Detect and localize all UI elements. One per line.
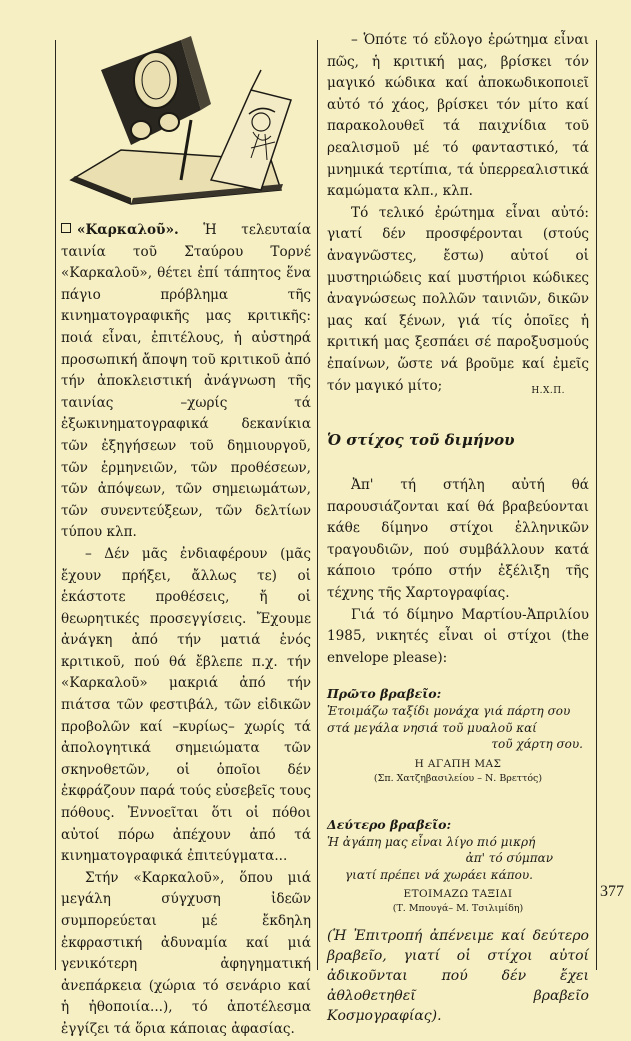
column-rule-left bbox=[55, 40, 56, 970]
song-title: ΕΤΟΙΜΑΖΩ ΤΑΞΙΔΙ bbox=[403, 888, 513, 901]
verse-line: στά μεγάλα νησιά τοῦ μυαλοῦ καί bbox=[327, 720, 537, 735]
song-title: Η ΑΓΑΠΗ ΜΑΣ bbox=[414, 757, 502, 770]
column-rule-right bbox=[596, 40, 597, 970]
body-paragraph: – Ὁπότε τό εὔλογο ἐρώτημα εἶναι πῶς, ἡ κριτική μας, βρίσκει τόν μαγικό κώδικα καί ἀποκωδικοποιεῖ αὐτό τό χάος, βρίσκει τόν μίτο καί παρακολουθεῖ τά παιχνίδια τοῦ ρεαλισμοῦ μέ τό φανταστικό, τά μνημικά τερτίπια, τά ὑπερρεαλιστικά καμώματα κλπ., κλπ. bbox=[327, 32, 589, 200]
intro-title: «Καρκαλοῦ». bbox=[77, 222, 179, 238]
prize-label: Πρῶτο βραβεῖο: bbox=[327, 686, 442, 702]
section-heading: Ὁ στίχος τοῦ διμήνου bbox=[327, 431, 515, 450]
song-credits: (Τ. Μπουγά– Μ. Τσιλιμίδη) bbox=[392, 903, 524, 915]
committee-footnote: (Ἡ Ἐπιτροπή ἀπένειμε καί δεύτερο βραβεῖο, γιατί οἱ στίχοι αὐτοί ἀδικοῦνται πού δέν ἔχει ἀθλοθετηθεῖ βραβεῖο Κοσμογραφίας). bbox=[327, 928, 589, 1025]
left-column bbox=[61, 30, 311, 1041]
stereoscope-illustration bbox=[61, 30, 311, 206]
page-number: 377 bbox=[600, 883, 624, 900]
verse-line: ἀπ' τό σύμπαν bbox=[465, 851, 553, 866]
section-paragraph: Γιά τό δίμηνο Μαρτίου-Ἀπριλίου 1985, νικητές εἶναι οἱ στίχοι (the envelope please): bbox=[327, 606, 589, 666]
verse-line: Ἡ ἀγάπη μας εἶναι λίγο πιό μικρή bbox=[327, 834, 536, 849]
verse-line: τοῦ χάρτη σου. bbox=[491, 737, 583, 752]
verse-line: γιατί πρέπει νά χωράει κάπου. bbox=[345, 867, 533, 882]
intro-text: Ἡ τελευταία ταινία τοῦ Σταύρου Τορνέ «Καρκαλοῦ», θέτει ἐπί τάπητος ἕνα πάγιο πρόβλημα τῆς κινηματογραφικῆς μας κριτικῆς: ποιά εἶναι, ἐπιτέλους, ἡ αὐστηρά προσωπική ἄποψη τοῦ κριτικοῦ ἀπό τήν ἀποκλειστική ἀνάγνωση τῆς ταινίας –χωρίς τά ἐξωκινηματογραφικά δεκανίκια τῶν ἐξηγήσεων τοῦ δημιουργοῦ, τῶν ἑρμηνειῶν, τῶν προθέσεων, τῶν ἀπόψεων, τῶν σημειωμάτων, τῶν συνεντεύξεων, τῶν δελτίων τύπου κλπ. bbox=[61, 222, 311, 541]
song-credits: (Σπ. Χατζηβασιλείου – Ν. Βρεττός) bbox=[373, 772, 543, 784]
body-paragraph: – Δέν μᾶς ἐνδιαφέρουν (μᾶς ἔχουν πρήξει, ἄλλως τε) οἱ ἑκάστοτε προθέσεις, ἤ οἱ θεωρητικές προσεγγίσεις. Ἔχουμε ἀνάγκη ἀπό τήν ματιά ἑνός κριτικοῦ, πού θά ἔβλεπε π.χ. τήν «Καρκαλοῦ» μακριά ἀπό τήν πιάτσα τῶν φεστιβάλ, τῶν εἰδικῶν προβολῶν καί –κυρίως– χωρίς τά ἀπολογητικά σημειώματα τῶν σκηνοθετῶν, οἱ ὁποῖοι δέν ἐκφράζουν παρά τούς εὐσεβεῖς τους πόθους. Ἐννοεῖται ὅτι οἱ πόθοι αὐτοί πόρω ἀπέχουν ἀπό τά κινηματογραφικά ἐπιτεύγματα... bbox=[61, 545, 311, 865]
body-paragraph: Στήν «Καρκαλοῦ», ὅπου μιά μεγάλη σύγχυση ἰδεῶν συμπορεύεται μέ ἔκδηλη ἐκφραστική ἀδυναμία καί μιά γενικότερη ἀφηγηματική ἀνεπάρκεια (χώρια τό σενάριο καί ἡ ἠθοποιία...), τό ἀποτέλεσμα ἐγγίζει τά ὅρια κάποιας ἀφασίας. bbox=[61, 869, 311, 1037]
intro-paragraph bbox=[61, 220, 311, 544]
column-rule-middle bbox=[317, 40, 318, 970]
bullet-square-icon bbox=[61, 223, 71, 233]
body-paragraph: Τό τελικό ἐρώτημα εἶναι αὐτό: γιατί δέν προσφέρονται (στούς ἀναγνῶστες, ἔστω) αὐτοί οἱ μυστηριώδεις καί μυστήριοι κώδικες ἀναγνώσεως πολλῶν ταινιῶν, δικῶν μας καί ξένων, γιά τίς ὁποῖες ἡ κριτική μας ξεσπάει σέ παροξυσμούς ἐπαίνων, ὥστε νά βροῦμε καί ἐμεῖς τόν μαγικό μίτο; Η.Χ.Π. bbox=[327, 203, 589, 397]
right-column bbox=[327, 30, 589, 1026]
first-prize bbox=[327, 685, 589, 786]
section-paragraph: Ἀπ' τή στήλη αὐτή θά παρουσιάζονται καί θά βραβεύονται κάθε δίμηνο στίχοι ἑλληνικῶν τραγουδιῶν, πού συμβάλλουν κατά κάποιο τρόπο στήν ἐξέλιξη τῆς τέχνης τῆς Χαρτογραφίας. bbox=[327, 477, 589, 602]
second-prize bbox=[327, 816, 589, 917]
author-signature: Η.Χ.Π. bbox=[531, 385, 565, 396]
verse-line: Ἑτοιμάζω ταξίδι μονάχα γιά πάρτη σου bbox=[327, 704, 571, 719]
prize-label: Δεύτερο βραβεῖο: bbox=[327, 816, 452, 832]
